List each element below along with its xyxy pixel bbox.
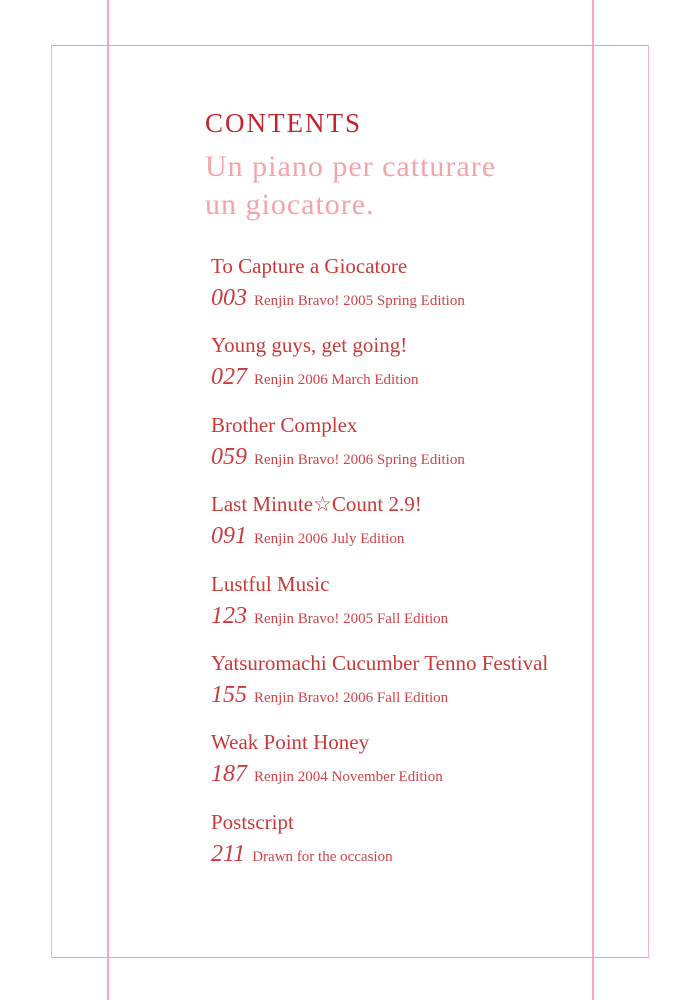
- entry-page-number: 091: [211, 523, 247, 550]
- toc-entry: [211, 255, 548, 334]
- entry-page-number: 187: [211, 761, 247, 788]
- toc-entry: [211, 652, 548, 731]
- entry-title: Last Minute☆Count 2.9!: [211, 492, 422, 517]
- entry-meta: [211, 603, 548, 630]
- entry-meta: [211, 285, 548, 312]
- toc-entry: [211, 731, 548, 810]
- entry-title: Weak Point Honey: [211, 730, 370, 755]
- entry-source: Renjin Bravo! 2006 Fall Edition: [254, 689, 449, 706]
- entry-title: To Capture a Giocatore: [211, 254, 408, 278]
- entry-page-number: 123: [211, 602, 247, 629]
- entry-source: Renjin 2004 November Edition: [254, 769, 443, 786]
- header: [205, 108, 496, 224]
- toc-entry: [211, 573, 548, 652]
- entry-source: Renjin Bravo! 2005 Spring Edition: [254, 293, 465, 309]
- entry-page-number: 059: [211, 443, 247, 470]
- entry-title: Lustful Music: [211, 571, 330, 596]
- page-title: CONTENTS: [205, 108, 362, 138]
- entry-meta: [211, 841, 548, 868]
- entry-source: Drawn for the occasion: [252, 848, 393, 865]
- toc-entry-list: [211, 255, 548, 890]
- entry-title: Young guys, get going!: [211, 333, 408, 358]
- entry-source: Renjin 2006 March Edition: [254, 372, 419, 389]
- toc-entry: [211, 493, 548, 572]
- subtitle-line-2: un giocatore.: [205, 188, 375, 221]
- entry-source: Renjin Bravo! 2005 Fall Edition: [254, 610, 449, 627]
- entry-page-number: 027: [211, 364, 247, 391]
- entry-meta: [211, 523, 548, 550]
- page-subtitle: [205, 148, 496, 224]
- toc-entry: [211, 414, 548, 493]
- entry-page-number: 211: [211, 840, 246, 867]
- entry-meta: [211, 761, 548, 788]
- entry-title: Yatsuromachi Cucumber Tenno Festival: [211, 650, 549, 675]
- toc-entry: [211, 334, 548, 413]
- entry-title: Brother Complex: [211, 412, 358, 437]
- entry-source: Renjin 2006 July Edition: [254, 531, 405, 548]
- subtitle-line-1: Un piano per catturare: [205, 150, 497, 183]
- entry-source: Renjin Bravo! 2006 Spring Edition: [254, 451, 465, 468]
- entry-page-number: 003: [211, 285, 247, 311]
- toc-entry: [211, 811, 548, 890]
- entry-page-number: 155: [211, 681, 247, 708]
- entry-meta: [211, 682, 548, 709]
- entry-meta: [211, 364, 548, 391]
- entry-meta: [211, 444, 548, 471]
- entry-title: Postscript: [211, 809, 294, 834]
